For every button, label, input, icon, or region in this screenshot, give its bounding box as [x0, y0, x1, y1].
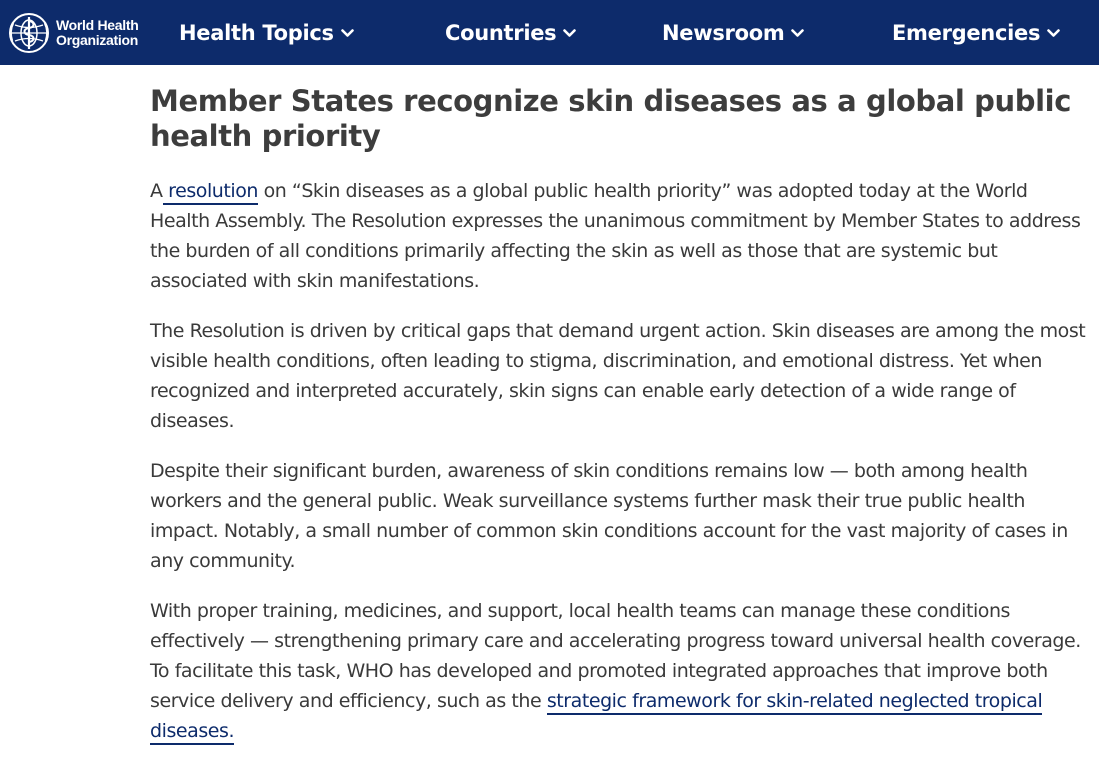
top-navigation-bar — [0, 0, 1099, 65]
who-emblem-icon — [7, 11, 51, 55]
article-paragraph-1 — [150, 176, 1090, 296]
nav-newsroom[interactable] — [662, 0, 804, 65]
logo-line-2: Organization — [56, 32, 138, 48]
logo-wordmark — [56, 18, 138, 48]
article-paragraph-3: Despite their significant burden, awareness of skin conditions remains low — both among health workers and the general public. Weak surveillance systems further mask their true public health impact. Notably, a small number of common skin conditions account for the vast majority of cases in any community. — [150, 460, 1068, 572]
nav-label: Emergencies — [892, 20, 1041, 45]
paragraph-text: With proper training, medicines, and support, local health teams can manage these conditions effectively — strengthening primary care and accelerating progress toward universal health coverage. To facilitate this task, WHO has developed and promoted integrated approaches that improve both service delivery and efficiency, such as the — [150, 600, 1081, 712]
article-paragraph-2: The Resolution is driven by critical gaps that demand urgent action. Skin diseases are among the most visible health conditions, often leading to stigma, discrimination, and emotional distress. Yet when recognized and interpreted accurately, skin signs can enable early detection of a wide range of diseases. — [150, 320, 1086, 432]
nav-label: Countries — [445, 20, 557, 45]
chevron-down-icon — [563, 29, 576, 38]
chevron-down-icon — [791, 29, 804, 38]
nav-label: Newsroom — [662, 20, 785, 45]
article-content — [150, 84, 1090, 766]
who-logo[interactable] — [7, 11, 138, 55]
nav-label: Health Topics — [179, 20, 334, 45]
resolution-link[interactable]: resolution — [163, 180, 258, 205]
logo-line-1: World Health — [56, 17, 139, 33]
article-title: Member States recognize skin diseases as a global public health priority — [150, 84, 1071, 153]
paragraph-text: A — [150, 180, 163, 202]
chevron-down-icon — [1047, 29, 1060, 38]
paragraph-text: on “Skin diseases as a global public health priority” was adopted today at the World Health Assembly. The Resolution expresses the unanimous commitment by Member States to address the burden of all conditions primarily affecting the skin as well as those that are systemic but associated with skin manifestations. — [150, 180, 1081, 292]
article-paragraph-4 — [150, 596, 1090, 746]
nav-emergencies[interactable] — [892, 0, 1060, 65]
chevron-down-icon — [341, 29, 354, 38]
nav-countries[interactable] — [445, 0, 576, 65]
nav-health-topics[interactable] — [179, 0, 354, 65]
strategic-framework-link[interactable]: strategic framework for skin-related neglected tropical diseases. — [150, 690, 1042, 745]
